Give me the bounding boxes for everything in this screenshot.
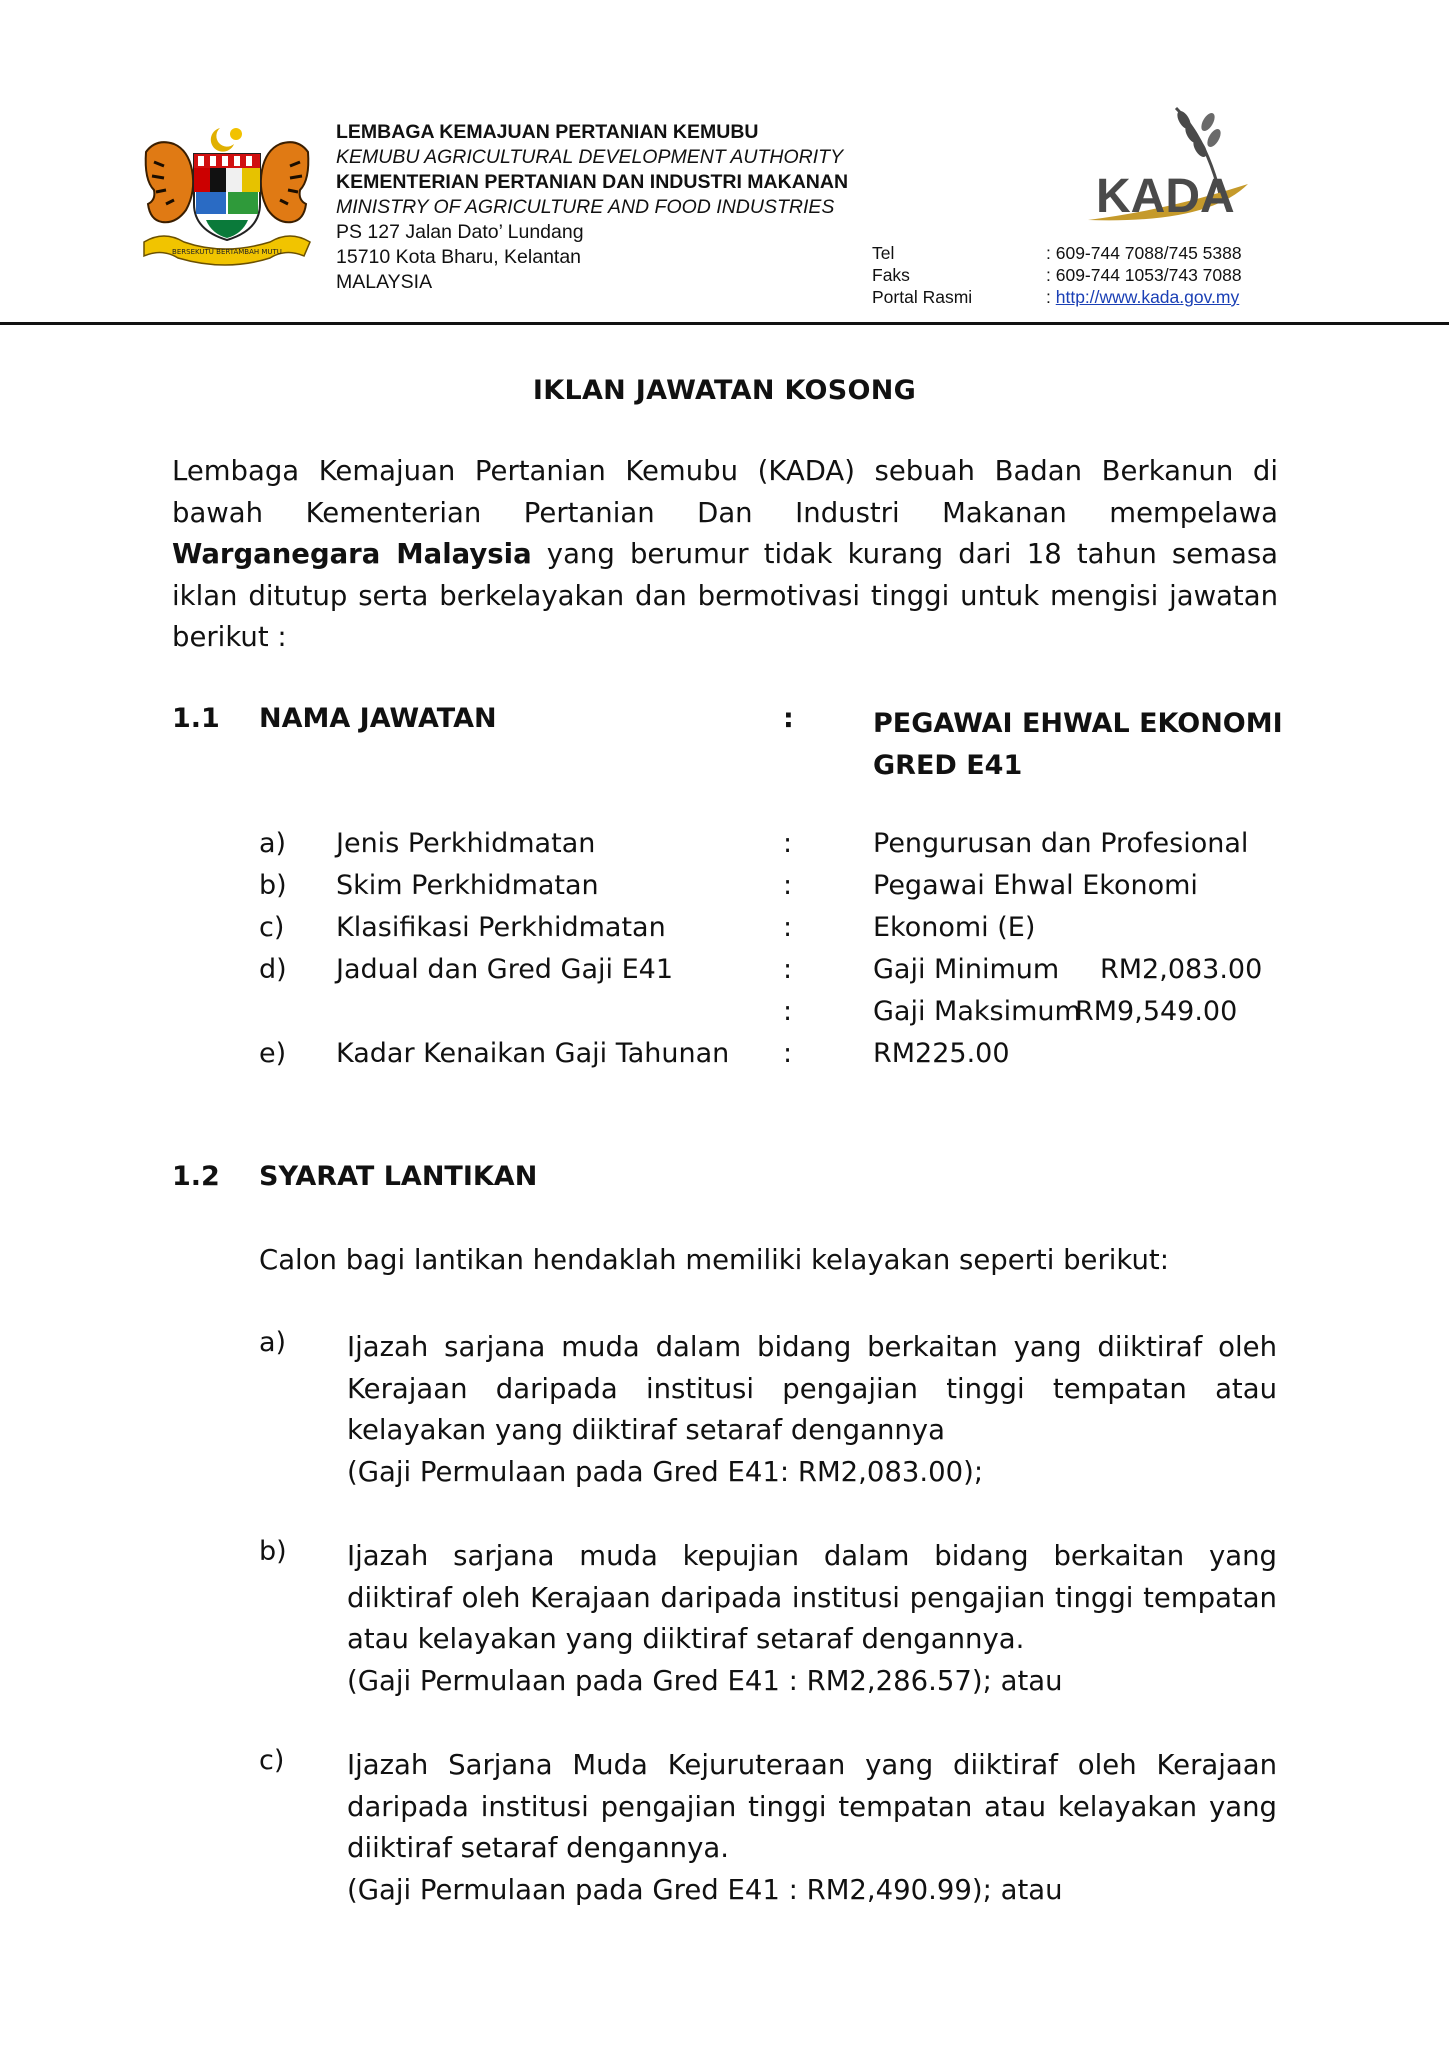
service-type-value: Pengurusan dan Profesional: [873, 828, 1249, 859]
salary-min-label: Gaji Minimum: [873, 954, 1060, 985]
document-title: IKLAN JAWATAN KOSONG: [532, 375, 917, 406]
salary-max-label: Gaji Maksimum: [873, 996, 1081, 1027]
qualification-text: Ijazah sarjana muda dalam bidang berkaitan yang diiktiraf oleh Kerajaan daripada institusi pengajian tinggi tempatan atau kelayakan yang diiktiraf setaraf dengannya: [347, 1331, 1277, 1446]
row-colon: :: [783, 1038, 793, 1069]
qualification-letter: b): [259, 1536, 287, 1567]
intro-text-2: yang berumur tidak kurang dari 18 tahun semasa iklan ditutup serta berkelayakan dan bermotivasi tinggi untuk mengisi jawatan berikut :: [172, 538, 1278, 653]
service-scheme-value: Pegawai Ehwal Ekonomi: [873, 870, 1198, 901]
section-1-heading: NAMA JAWATAN: [259, 703, 497, 734]
qualification-item: [347, 1536, 1277, 1702]
service-type-label: Jenis Perkhidmatan: [336, 828, 596, 859]
row-letter: d): [259, 954, 287, 985]
row-colon: :: [783, 996, 793, 1027]
section-1-colon: :: [783, 703, 794, 734]
qualification-letter: a): [259, 1327, 287, 1358]
qualification-item: [347, 1745, 1277, 1911]
kada-logo-text: KADA: [1096, 170, 1235, 223]
ministry-ms: KEMENTERIAN PERTANIAN DAN INDUSTRI MAKANAN: [336, 171, 849, 193]
starting-salary-note: (Gaji Permulaan pada Gred E41: RM2,083.00);: [347, 1455, 984, 1488]
svg-text:BERSEKUTU BERTAMBAH MUTU: BERSEKUTU BERTAMBAH MUTU: [172, 248, 282, 256]
ministry-en: MINISTRY OF AGRICULTURE AND FOOD INDUSTRIES: [336, 196, 835, 218]
annual-increment-label: Kadar Kenaikan Gaji Tahunan: [336, 1038, 730, 1069]
contact-labels: [872, 242, 972, 308]
contact-portal-label: Portal Rasmi: [872, 287, 973, 307]
row-colon: :: [783, 870, 793, 901]
address-line-3: MALAYSIA: [336, 271, 433, 293]
contact-portal-prefix: :: [1046, 287, 1056, 307]
annual-increment-value: RM225.00: [873, 1038, 1010, 1069]
intro-paragraph: [172, 451, 1278, 659]
contact-tel-value: : 609-744 7088/745 5388: [1046, 243, 1242, 263]
section-1-number: 1.1: [172, 703, 220, 734]
qualification-letter: c): [259, 1745, 285, 1776]
qualification-text: Ijazah Sarjana Muda Kejuruteraan yang diiktiraf oleh Kerajaan daripada institusi pengajian tinggi tempatan atau kelayakan yang diiktiraf setaraf dengannya.: [347, 1749, 1277, 1864]
contact-values: [1046, 242, 1242, 308]
service-class-label: Klasifikasi Perkhidmatan: [336, 912, 666, 943]
contact-fax-label: Faks: [872, 265, 910, 285]
org-address-block: [336, 120, 848, 295]
row-colon: :: [783, 912, 793, 943]
position-title-line-1: PEGAWAI EHWAL EKONOMI: [873, 708, 1283, 739]
row-colon: :: [783, 954, 793, 985]
contact-fax-value: : 609-744 1053/743 7088: [1046, 265, 1242, 285]
position-title-line-2: GRED E41: [873, 749, 1023, 781]
salary-min-amount: RM2,083.00: [1100, 954, 1263, 985]
starting-salary-note: (Gaji Permulaan pada Gred E41 : RM2,286.57); atau: [347, 1664, 1063, 1697]
org-name-en: KEMUBU AGRICULTURAL DEVELOPMENT AUTHORITY: [336, 146, 844, 168]
requirements-lede: Calon bagi lantikan hendaklah memiliki kelayakan seperti berikut:: [259, 1244, 1169, 1276]
org-name-ms: LEMBAGA KEMAJUAN PERTANIAN KEMUBU: [336, 121, 759, 143]
contact-portal-value: [1046, 286, 1242, 308]
starting-salary-note: (Gaji Permulaan pada Gred E41 : RM2,490.99); atau: [347, 1873, 1063, 1906]
qualification-text: Ijazah sarjana muda kepujian dalam bidang berkaitan yang diiktiraf oleh Kerajaan daripada institusi pengajian tinggi tempatan atau kelayakan yang diiktiraf setaraf dengannya.: [347, 1540, 1277, 1655]
address-line-2: 15710 Kota Bharu, Kelantan: [336, 246, 582, 268]
intro-bold-citizens: Warganegara Malaysia: [172, 538, 532, 570]
service-scheme-label: Skim Perkhidmatan: [336, 870, 599, 901]
intro-text-1: Lembaga Kemajuan Pertanian Kemubu (KADA) sebuah Badan Berkanun di bawah Kementerian Pertanian Dan Industri Makanan mempelawa: [172, 455, 1278, 529]
contact-tel-label: Tel: [872, 243, 895, 263]
salary-scale-label: Jadual dan Gred Gaji E41: [336, 954, 673, 985]
row-letter: a): [259, 828, 287, 859]
row-colon: :: [783, 828, 793, 859]
salary-max-amount: RM9,549.00: [1075, 996, 1238, 1027]
address-line-1: PS 127 Jalan Dato’ Lundang: [336, 221, 584, 243]
row-letter: c): [259, 912, 285, 943]
header-divider: [0, 322, 1449, 325]
qualification-item: [347, 1327, 1277, 1493]
section-2-number: 1.2: [172, 1161, 220, 1192]
malaysia-coat-of-arms-icon: [136, 122, 318, 268]
kada-logo: [1080, 100, 1260, 230]
portal-link[interactable]: http://www.kada.gov.my: [1055, 287, 1240, 307]
section-2-heading: SYARAT LANTIKAN: [259, 1161, 538, 1192]
service-class-value: Ekonomi (E): [873, 912, 1036, 943]
row-letter: b): [259, 870, 287, 901]
position-title: [873, 703, 1283, 786]
row-letter: e): [259, 1038, 287, 1069]
